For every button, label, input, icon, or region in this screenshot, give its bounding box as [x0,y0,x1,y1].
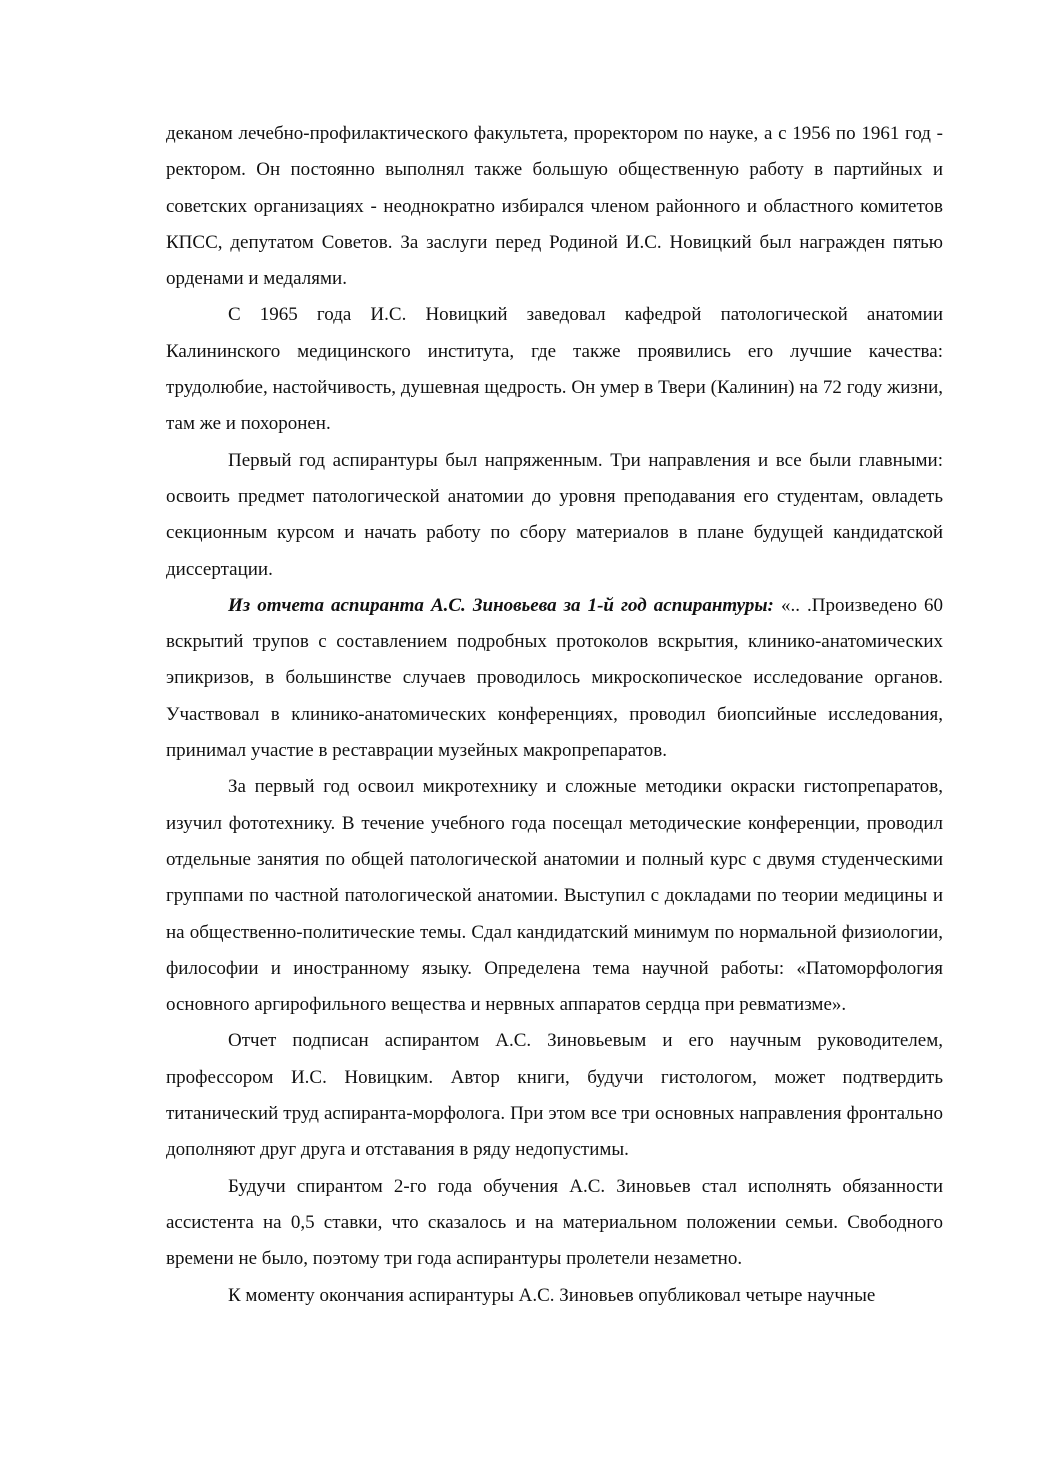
document-body [166,116,943,1314]
paragraph-report-signed: Отчет подписан аспирантом А.С. Зиновьевым и его научным руководителем, профессором И.С. Новицким. Автор книги, будучи гистологом, может подтвердить титанический труд аспиранта-морфолога. При этом все три основных направления фронтально дополняют друг друга и отставания в ряду недопустимы. [166,1030,943,1161]
paragraph-assistant-role: Будучи спирантом 2-го года обучения А.С. Зиновьев стал исполнять обязанности ассистента на 0,5 ставки, что сказалось и на материальном положении семьи. Свободного времени не было, поэтому три года аспирантуры пролетели незаметно. [166,1175,943,1270]
paragraph-deans-career: деканом лечебно-профилактического факультета, проректором по науке, а с 1956 по 1961 год - ректором. Он постоянно выполнял также большую общественную работу в партийных и советских организациях - неоднократно избирался членом районного и областного комитетов КПСС, депутатом Советов. За заслуги перед Родиной И.С. Новицкий был награжден пятью орденами и медалями. [166,123,943,290]
paragraph-first-year-achievements: За первый год освоил микротехнику и сложные методики окраски гистопрепаратов, изучил фототехнику. В течение учебного года посещал методические конференции, проводил отдельные занятия по общей патологической анатомии и полный курс с двумя студенческими группами по частной патологической анатомии. Выступил с докладами по теории медицины и на общественно-политические темы. Сдал кандидатский минимум по нормальной физиологии, философии и иностранному языку. Определена тема научной работы: «Патоморфология основного аргирофильного вещества и нервных аппаратов сердца при ревматизме». [166,776,943,1016]
report-lead-heading: Из отчета аспиранта А.С. Зиновьева за 1-й год аспирантуры: [228,594,774,616]
paragraph-kalinin-department: С 1965 года И.С. Новицкий заведовал кафедрой патологической анатомии Калининского медицинского института, где также проявились его лучшие качества: трудолюбие, настойчивость, душевная щедрость. Он умер в Твери (Калинин) на 72 году жизни, там же и похоронен. [166,304,943,435]
paragraph-first-year: Первый год аспирантуры был напряженным. Три направления и все были главными: освоить предмет патологической анатомии до уровня преподавания его студентам, овладеть секционным курсом и начать работу по сбору материалов в плане будущей кандидатской диссертации. [166,449,943,580]
report-lead-text: «.. .Произведено 60 вскрытий трупов с составлением подробных протоколов вскрытия, клинико-анатомических эпикризов, в большинстве случаев проводилось микроскопическое исследование органов. Участвовал в клинико-анатомических конференциях, проводил биопсийные исследования, принимал участие в реставрации музейных макропрепаратов. [166,594,943,762]
paragraph-report-excerpt [166,588,943,769]
paragraph-publications: К моменту окончания аспирантуры А.С. Зиновьев опубликовал четыре научные [228,1284,876,1306]
